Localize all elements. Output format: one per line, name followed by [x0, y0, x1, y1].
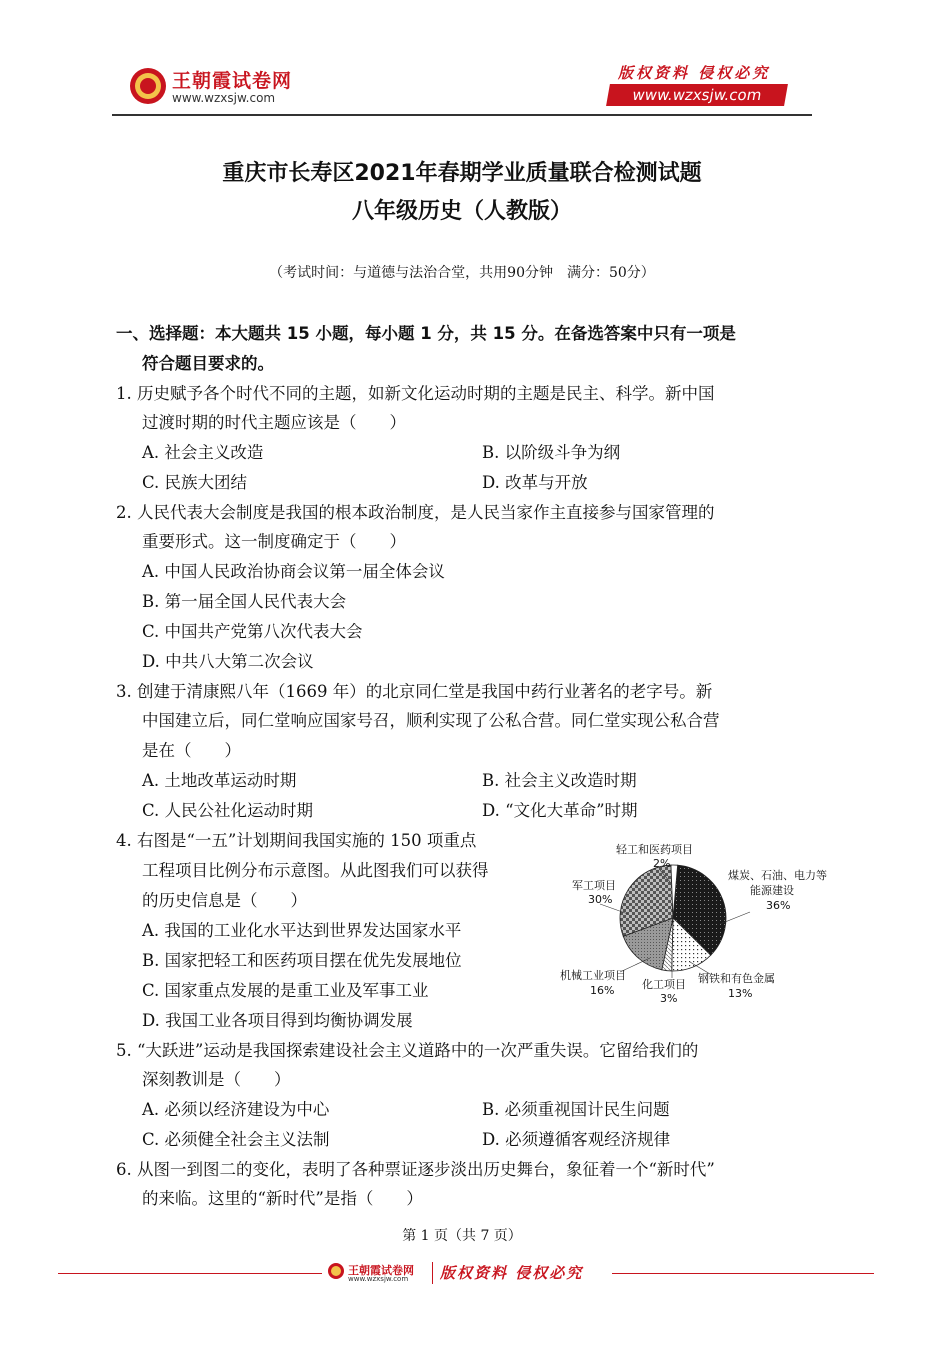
exam-info: （考试时间：与道德与法治合堂，共用90分钟 满分：50分）: [269, 265, 655, 281]
question-4-option-a: A. 我国的工业化水平达到世界发达国家水平: [142, 921, 462, 940]
pie-label-energy-line2: 能源建设: [750, 884, 794, 897]
url-badge: www.wzxsjw.com: [606, 84, 788, 106]
question-3-stem: 是在（ ）: [142, 741, 241, 760]
footer-brand-url: www.wzxsjw.com: [348, 1275, 409, 1283]
footer-divider-right: [612, 1273, 874, 1274]
question-4-option-c: C. 国家重点发展的是重工业及军事工业: [142, 981, 429, 1000]
question-5-stem: 5. “大跃进”运动是我国探索建设社会主义道路中的一次严重失误。它留给我们的: [116, 1041, 699, 1060]
pie-value-military: 30%: [588, 893, 613, 906]
footer-brand-name: 王朝霞试卷网: [348, 1264, 414, 1277]
question-3-option-c: C. 人民公社化运动时期: [142, 801, 314, 820]
question-1-option-d: D. 改革与开放: [482, 473, 588, 492]
question-5-option-d: D. 必须遵循客观经济规律: [482, 1130, 671, 1149]
question-6-stem: 的来临。这里的“新时代”是指（ ）: [142, 1189, 423, 1208]
page-number: 第 1 页（共 7 页）: [402, 1228, 522, 1244]
project-distribution-pie-chart: [560, 840, 840, 1005]
exam-title: 重庆市长寿区2021年春期学业质量联合检测试题: [222, 161, 702, 186]
pie-value-light-industry: 2%: [653, 857, 671, 870]
pie-label-chemical: 化工项目: [642, 978, 686, 991]
question-3-option-a: A. 土地改革运动时期: [142, 771, 297, 790]
question-2-option-b: B. 第一届全国人民代表大会: [142, 592, 347, 611]
question-4-stem: 4. 右图是“一五”计划期间我国实施的 150 项重点: [116, 831, 477, 850]
pie-label-energy-line1: 煤炭、石油、电力等: [728, 869, 827, 882]
footer-logo-icon: [327, 1262, 345, 1280]
question-5-stem: 深刻教训是（ ）: [142, 1070, 291, 1089]
question-4-stem: 的历史信息是（ ）: [142, 891, 307, 910]
section-heading: 一、选择题：本大题共 15 小题，每小题 1 分，共 15 分。在备选答案中只有一项是: [116, 324, 736, 343]
question-6-stem: 6. 从图一到图二的变化，表明了各种票证逐步淡出历史舞台，象征着一个“新时代”: [116, 1160, 715, 1179]
question-2-option-a: A. 中国人民政治协商会议第一届全体会议: [142, 562, 445, 581]
footer-copyright: 版权资料 侵权必究: [440, 1264, 584, 1282]
pie-value-machinery: 16%: [590, 984, 615, 997]
pie-value-steel: 13%: [728, 987, 753, 1000]
pie-value-chemical: 3%: [660, 992, 678, 1005]
brand-url: www.wzxsjw.com: [172, 91, 276, 105]
question-2-option-c: C. 中国共产党第八次代表大会: [142, 622, 363, 641]
question-1-option-b: B. 以阶级斗争为纲: [482, 443, 621, 462]
question-3-option-b: B. 社会主义改造时期: [482, 771, 637, 790]
question-4-option-b: B. 国家把轻工和医药项目摆在优先发展地位: [142, 951, 462, 970]
logo-emblem-icon: [128, 66, 168, 106]
pie-label-light-industry: 轻工和医药项目: [616, 843, 693, 856]
footer-divider-left: [58, 1273, 322, 1274]
pie-label-machinery: 机械工业项目: [560, 969, 626, 982]
brand-name: 王朝霞试卷网: [172, 70, 293, 92]
question-3-stem: 3. 创建于清康熙八年（1669 年）的北京同仁堂是我国中药行业著名的老字号。新: [116, 682, 713, 701]
header-divider: [112, 114, 812, 116]
question-2-stem: 2. 人民代表大会制度是我国的根本政治制度，是人民当家作主直接参与国家管理的: [116, 503, 715, 522]
copyright-notice: 版权资料 侵权必究: [618, 64, 771, 82]
question-4-stem: 工程项目比例分布示意图。从此图我们可以获得: [142, 861, 489, 880]
question-5-option-b: B. 必须重视国计民生问题: [482, 1100, 670, 1119]
question-3-stem: 中国建立后，同仁堂响应国家号召，顺利实现了公私合营。同仁堂实现公私合营: [142, 711, 720, 730]
question-1-option-c: C. 民族大团结: [142, 473, 248, 492]
question-3-option-d: D. “文化大革命”时期: [482, 801, 638, 820]
question-2-stem: 重要形式。这一制度确定于（ ）: [142, 532, 406, 551]
exam-subtitle: 八年级历史（人教版）: [351, 199, 572, 224]
question-5-option-c: C. 必须健全社会主义法制: [142, 1130, 330, 1149]
question-4-option-d: D. 我国工业各项目得到均衡协调发展: [142, 1011, 413, 1030]
question-1-stem: 1. 历史赋予各个时代不同的主题，如新文化运动时期的主题是民主、科学。新中国: [116, 384, 715, 403]
question-1-stem: 过渡时期的时代主题应该是（ ）: [142, 413, 406, 432]
question-2-option-d: D. 中共八大第二次会议: [142, 652, 314, 671]
section-heading-cont: 符合题目要求的。: [142, 354, 274, 373]
pie-label-steel: 钢铁和有色金属: [698, 972, 775, 985]
pie-label-military: 军工项目: [572, 879, 616, 892]
question-1-option-a: A. 社会主义改造: [142, 443, 264, 462]
pie-value-energy: 36%: [766, 899, 791, 912]
question-5-option-a: A. 必须以经济建设为中心: [142, 1100, 330, 1119]
footer-separator: [432, 1262, 433, 1284]
